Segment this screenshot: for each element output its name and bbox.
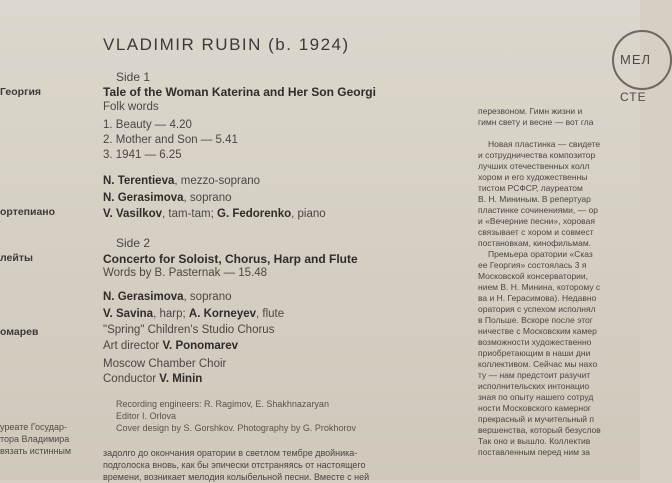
right-text-line: и «Вечерние песни», хоровая	[478, 216, 595, 226]
performer-line	[103, 192, 232, 204]
chorus-line: "Spring" Children's Studio Chorus	[103, 324, 275, 336]
right-text-line: Премьера оратории «Сказ	[488, 249, 593, 259]
side2-work-title: Concerto for Soloist, Chorus, Harp and Flute	[103, 252, 358, 266]
right-text-line: ва и Н. Герасимова). Недавно	[478, 293, 597, 303]
right-text-line	[478, 128, 640, 139]
right-text-line: возможности художественно	[478, 337, 592, 347]
credit-line: Editor I. Orlova	[116, 411, 177, 421]
right-text-line: зная по опыту нашего сотруд	[478, 392, 594, 402]
performer-name: A. Korneyev	[188, 308, 257, 320]
track-3: 3. 1941 — 6.25	[103, 149, 182, 161]
left-footer-1: уреате Государ-	[0, 422, 67, 432]
bottom-text-line: времени, возникает мелодия колыбельной песни. Вместе с ней	[103, 472, 370, 482]
right-text-line: Новая пластинка — свидете	[488, 139, 601, 149]
right-text-line: в Польше. Вскоре после этог	[478, 315, 593, 325]
performer-role: , mezzo-soprano	[174, 175, 261, 187]
right-text-line: вершенства, который безуслов	[478, 425, 601, 435]
art-director-label: Art director	[103, 340, 163, 352]
credit-line: Cover design by S. Gorshkov. Photography by G. Prokhorov	[116, 423, 356, 433]
left-fragment-2: ортепиано	[0, 206, 56, 218]
right-text-line: Московской консерватории,	[478, 271, 589, 281]
side1-work-title: Tale of the Woman Katerina and Her Son Georgi	[103, 85, 376, 99]
choir-line: Moscow Chamber Choir	[103, 358, 227, 370]
right-text-line: ности Московского камерног	[478, 403, 592, 413]
right-text-line: коллективом. Сейчас мы нахо	[478, 359, 598, 369]
right-text-line: связывает с хором и совмест	[478, 227, 594, 237]
performer-role: , harp;	[153, 308, 189, 320]
art-director-name: V. Ponomarev	[162, 340, 239, 352]
side1-heading: Side 1	[116, 70, 151, 84]
right-text-line: нием В. Н. Минина, которому с	[478, 282, 601, 292]
performer-role: , flute	[256, 308, 285, 320]
performer-name: V. Savina	[103, 308, 154, 320]
performer-role: , soprano	[183, 291, 232, 303]
performer-line	[103, 291, 232, 303]
right-text-line: ту — нам предстоит разучит	[478, 370, 591, 380]
right-text-line: приобретающим в наши дни	[478, 348, 591, 358]
right-text-column	[478, 106, 640, 458]
conductor-line	[103, 373, 202, 385]
label-logo-mark: МЕЛ	[620, 52, 652, 67]
credit-line: Recording engineers: R. Ragimov, E. Shakhnazaryan	[116, 399, 329, 409]
conductor-name: V. Minin	[159, 373, 203, 385]
performer-name: V. Vasilkov	[103, 208, 163, 220]
composer-title: VLADIMIR RUBIN (b. 1924)	[103, 35, 350, 54]
performer-name: N. Terentieva	[103, 175, 175, 187]
performer-name: G. Fedorenko	[217, 208, 292, 220]
art-director-line	[103, 340, 238, 352]
bottom-text-line: задолго до окончания оратории в светлом тембре двойника-	[103, 448, 358, 458]
right-text-line: оратория с успехом исполнял	[478, 304, 596, 314]
performer-line	[103, 208, 326, 220]
performer-line	[103, 175, 260, 187]
right-text-line: ее Георгия» состоялась 3 я	[478, 260, 587, 270]
side2-heading: Side 2	[116, 236, 151, 250]
label-brand: СТЕ	[620, 90, 647, 104]
right-text-line: пластинке сочинениями, — ор	[478, 205, 598, 215]
right-text-line: прекрасный и мучительный п	[478, 414, 595, 424]
left-fragment-1: Георгия	[0, 86, 42, 98]
right-text-line: лучших отечественных колл	[478, 161, 590, 171]
right-text-line: перезвоном. Гимн жизни и	[478, 106, 583, 116]
right-text-line: исполнительских интонацио	[478, 381, 590, 391]
side1-words: Folk words	[103, 101, 159, 113]
track-1: 1. Beauty — 4.20	[103, 119, 192, 131]
right-text-line: постановкам, кинофильмам.	[478, 238, 592, 248]
performer-role: , soprano	[183, 192, 232, 204]
right-text-line: поставленным перед ним за	[478, 447, 591, 457]
performer-role: , tam-tam;	[162, 208, 217, 220]
right-text-line: гимн свету и весне — вот гла	[478, 117, 594, 127]
performer-role: , piano	[291, 208, 326, 220]
right-text-line: В. Н. Мининым. В репертуар	[478, 194, 591, 204]
performer-name: N. Gerasimova	[103, 291, 184, 303]
left-fragment-4: омарев	[0, 326, 39, 338]
right-text-line: и сотрудничества композитор	[478, 150, 596, 160]
performer-line	[103, 308, 284, 320]
performer-name: N. Gerasimova	[103, 192, 184, 204]
track-2: 2. Mother and Son — 5.41	[103, 134, 238, 146]
bottom-text-line: подголоска вновь, как бы эпически отстраняясь от настоящего	[103, 460, 366, 470]
left-fragment-3: лейты	[0, 252, 33, 264]
left-footer-2: тора Владимира	[0, 434, 70, 444]
right-text-line: Так оно и вышло. Коллектив	[478, 436, 591, 446]
right-text-line: хором и его художественны	[478, 172, 588, 182]
conductor-label: Conductor	[103, 373, 160, 385]
left-footer-3: вязать истинным	[0, 446, 72, 456]
right-text-line: ничестве с Московским камер	[478, 326, 597, 336]
side2-words: Words by B. Pasternak — 15.48	[103, 267, 268, 279]
right-text-line: тистом РСФСР, лауреатом	[478, 183, 583, 193]
